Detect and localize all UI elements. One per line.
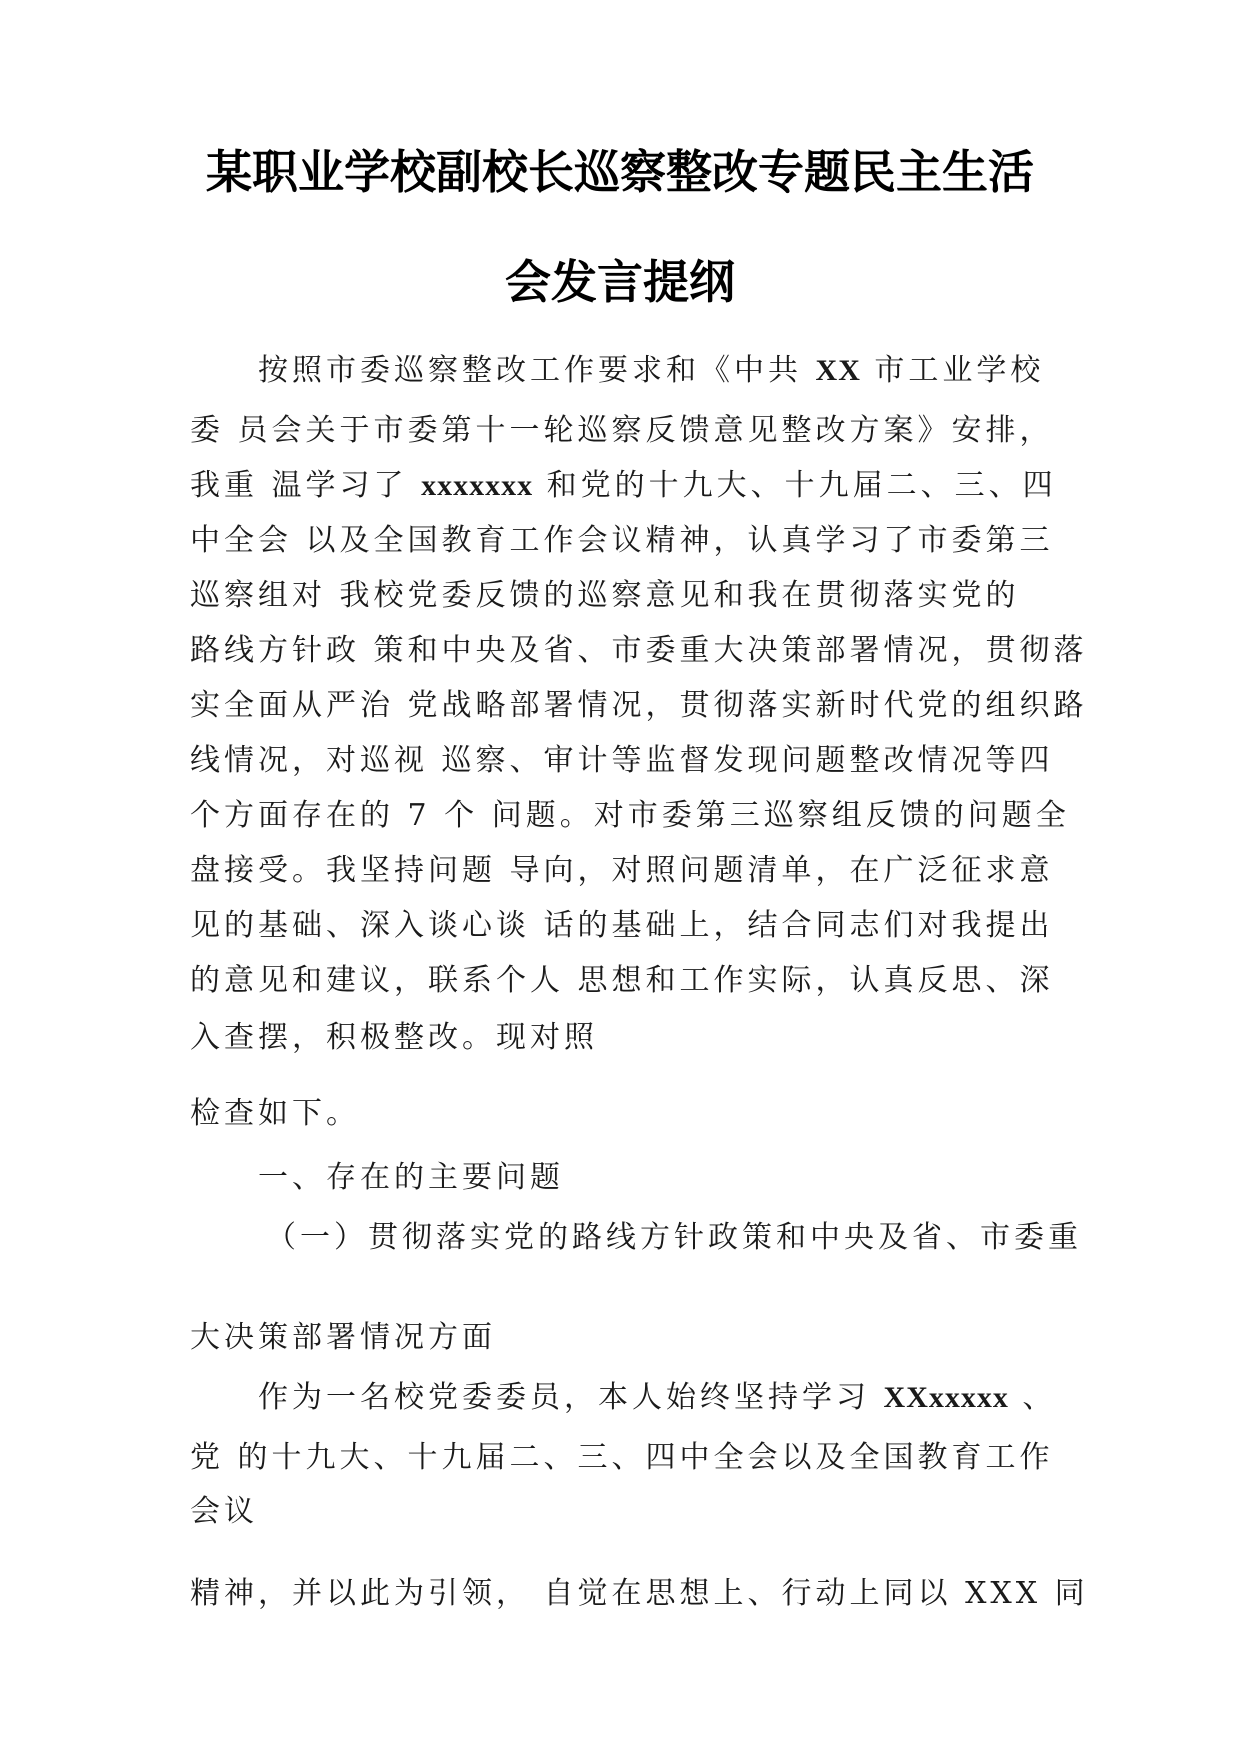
text-line bbox=[190, 1492, 258, 1532]
text-line bbox=[190, 961, 1054, 1001]
text-run: 巡察组对 我校党委反馈的巡察意见和我在贯彻落实党的 bbox=[190, 578, 1020, 613]
text-run: 精神，并以此为引领， 自觉在思想上、行动上同以 XXX 同 bbox=[190, 1576, 1089, 1611]
subsection-heading-line-1: （一）贯彻落实党的路线方针政策和中央及省、市委重 bbox=[266, 1220, 1082, 1255]
text-run: 、 bbox=[1008, 1380, 1057, 1415]
text-line bbox=[190, 1094, 360, 1134]
text-run: 委 员会关于市委第十一轮巡察反馈意见整改方案》安排， bbox=[190, 413, 1054, 448]
placeholder-text: XXxxxxx bbox=[883, 1381, 1009, 1414]
text-line bbox=[190, 741, 1054, 781]
text-run: 见的基础、深入谈心谈 话的基础上，结合同志们对我提出 bbox=[190, 908, 1054, 943]
text-run: 会议 bbox=[190, 1494, 258, 1529]
text-line bbox=[190, 576, 1020, 616]
text-line bbox=[190, 466, 1057, 506]
text-run: 路线方针政 策和中央及省、市委重大决策部署情况，贯彻落 bbox=[190, 633, 1088, 668]
text-run: 盘接受。我坚持问题 导向，对照问题清单，在广泛征求意 bbox=[190, 853, 1054, 888]
text-line bbox=[190, 686, 1088, 726]
placeholder-text: xxxxxxx bbox=[421, 469, 534, 502]
placeholder-text: XX bbox=[815, 354, 861, 387]
text-run: 党 的十九大、十九届二、三、四中全会以及全国教育工作 bbox=[190, 1440, 1054, 1475]
text-run: 中全会 以及全国教育工作会议精神，认真学习了市委第三 bbox=[190, 523, 1054, 558]
text-run: 个方面存在的 7 个 问题。对市委第三巡察组反馈的问题全 bbox=[190, 798, 1070, 833]
text-line bbox=[258, 351, 1044, 391]
section-heading: 一、存在的主要问题 bbox=[258, 1160, 564, 1195]
text-line bbox=[190, 1018, 598, 1058]
text-line bbox=[190, 851, 1054, 891]
text-line bbox=[190, 906, 1054, 946]
text-run: 线情况，对巡视 巡察、审计等监督发现问题整改情况等四 bbox=[190, 743, 1054, 778]
document-title-line-2: 会发言提纲 bbox=[505, 255, 735, 309]
text-line bbox=[190, 521, 1054, 561]
text-line bbox=[190, 1438, 1054, 1478]
text-run: 作为一名校党委委员，本人始终坚持学习 bbox=[258, 1380, 884, 1415]
text-run: 的意见和建议，联系个人 思想和工作实际，认真反思、深 bbox=[190, 963, 1054, 998]
text-run: 我重 温学习了 bbox=[190, 468, 422, 503]
text-line bbox=[190, 631, 1088, 671]
document-title-line-1: 某职业学校副校长巡察整改专题民主生活 bbox=[206, 145, 1034, 199]
text-line bbox=[190, 1574, 1089, 1614]
text-run: 市工业学校 bbox=[860, 353, 1045, 388]
subsection-heading-line-2: 大决策部署情况方面 bbox=[190, 1320, 496, 1355]
text-line bbox=[190, 411, 1054, 451]
text-run: 实全面从严治 党战略部署情况，贯彻落实新时代党的组织路 bbox=[190, 688, 1088, 723]
text-line bbox=[190, 796, 1070, 836]
text-run: 按照市委巡察整改工作要求和《中共 bbox=[258, 353, 816, 388]
text-line bbox=[258, 1378, 1056, 1418]
text-run: 和党的十九大、十九届二、三、四 bbox=[533, 468, 1057, 503]
text-run: 入查摆，积极整改。现对照 bbox=[190, 1020, 598, 1055]
text-run: 检查如下。 bbox=[190, 1096, 360, 1131]
